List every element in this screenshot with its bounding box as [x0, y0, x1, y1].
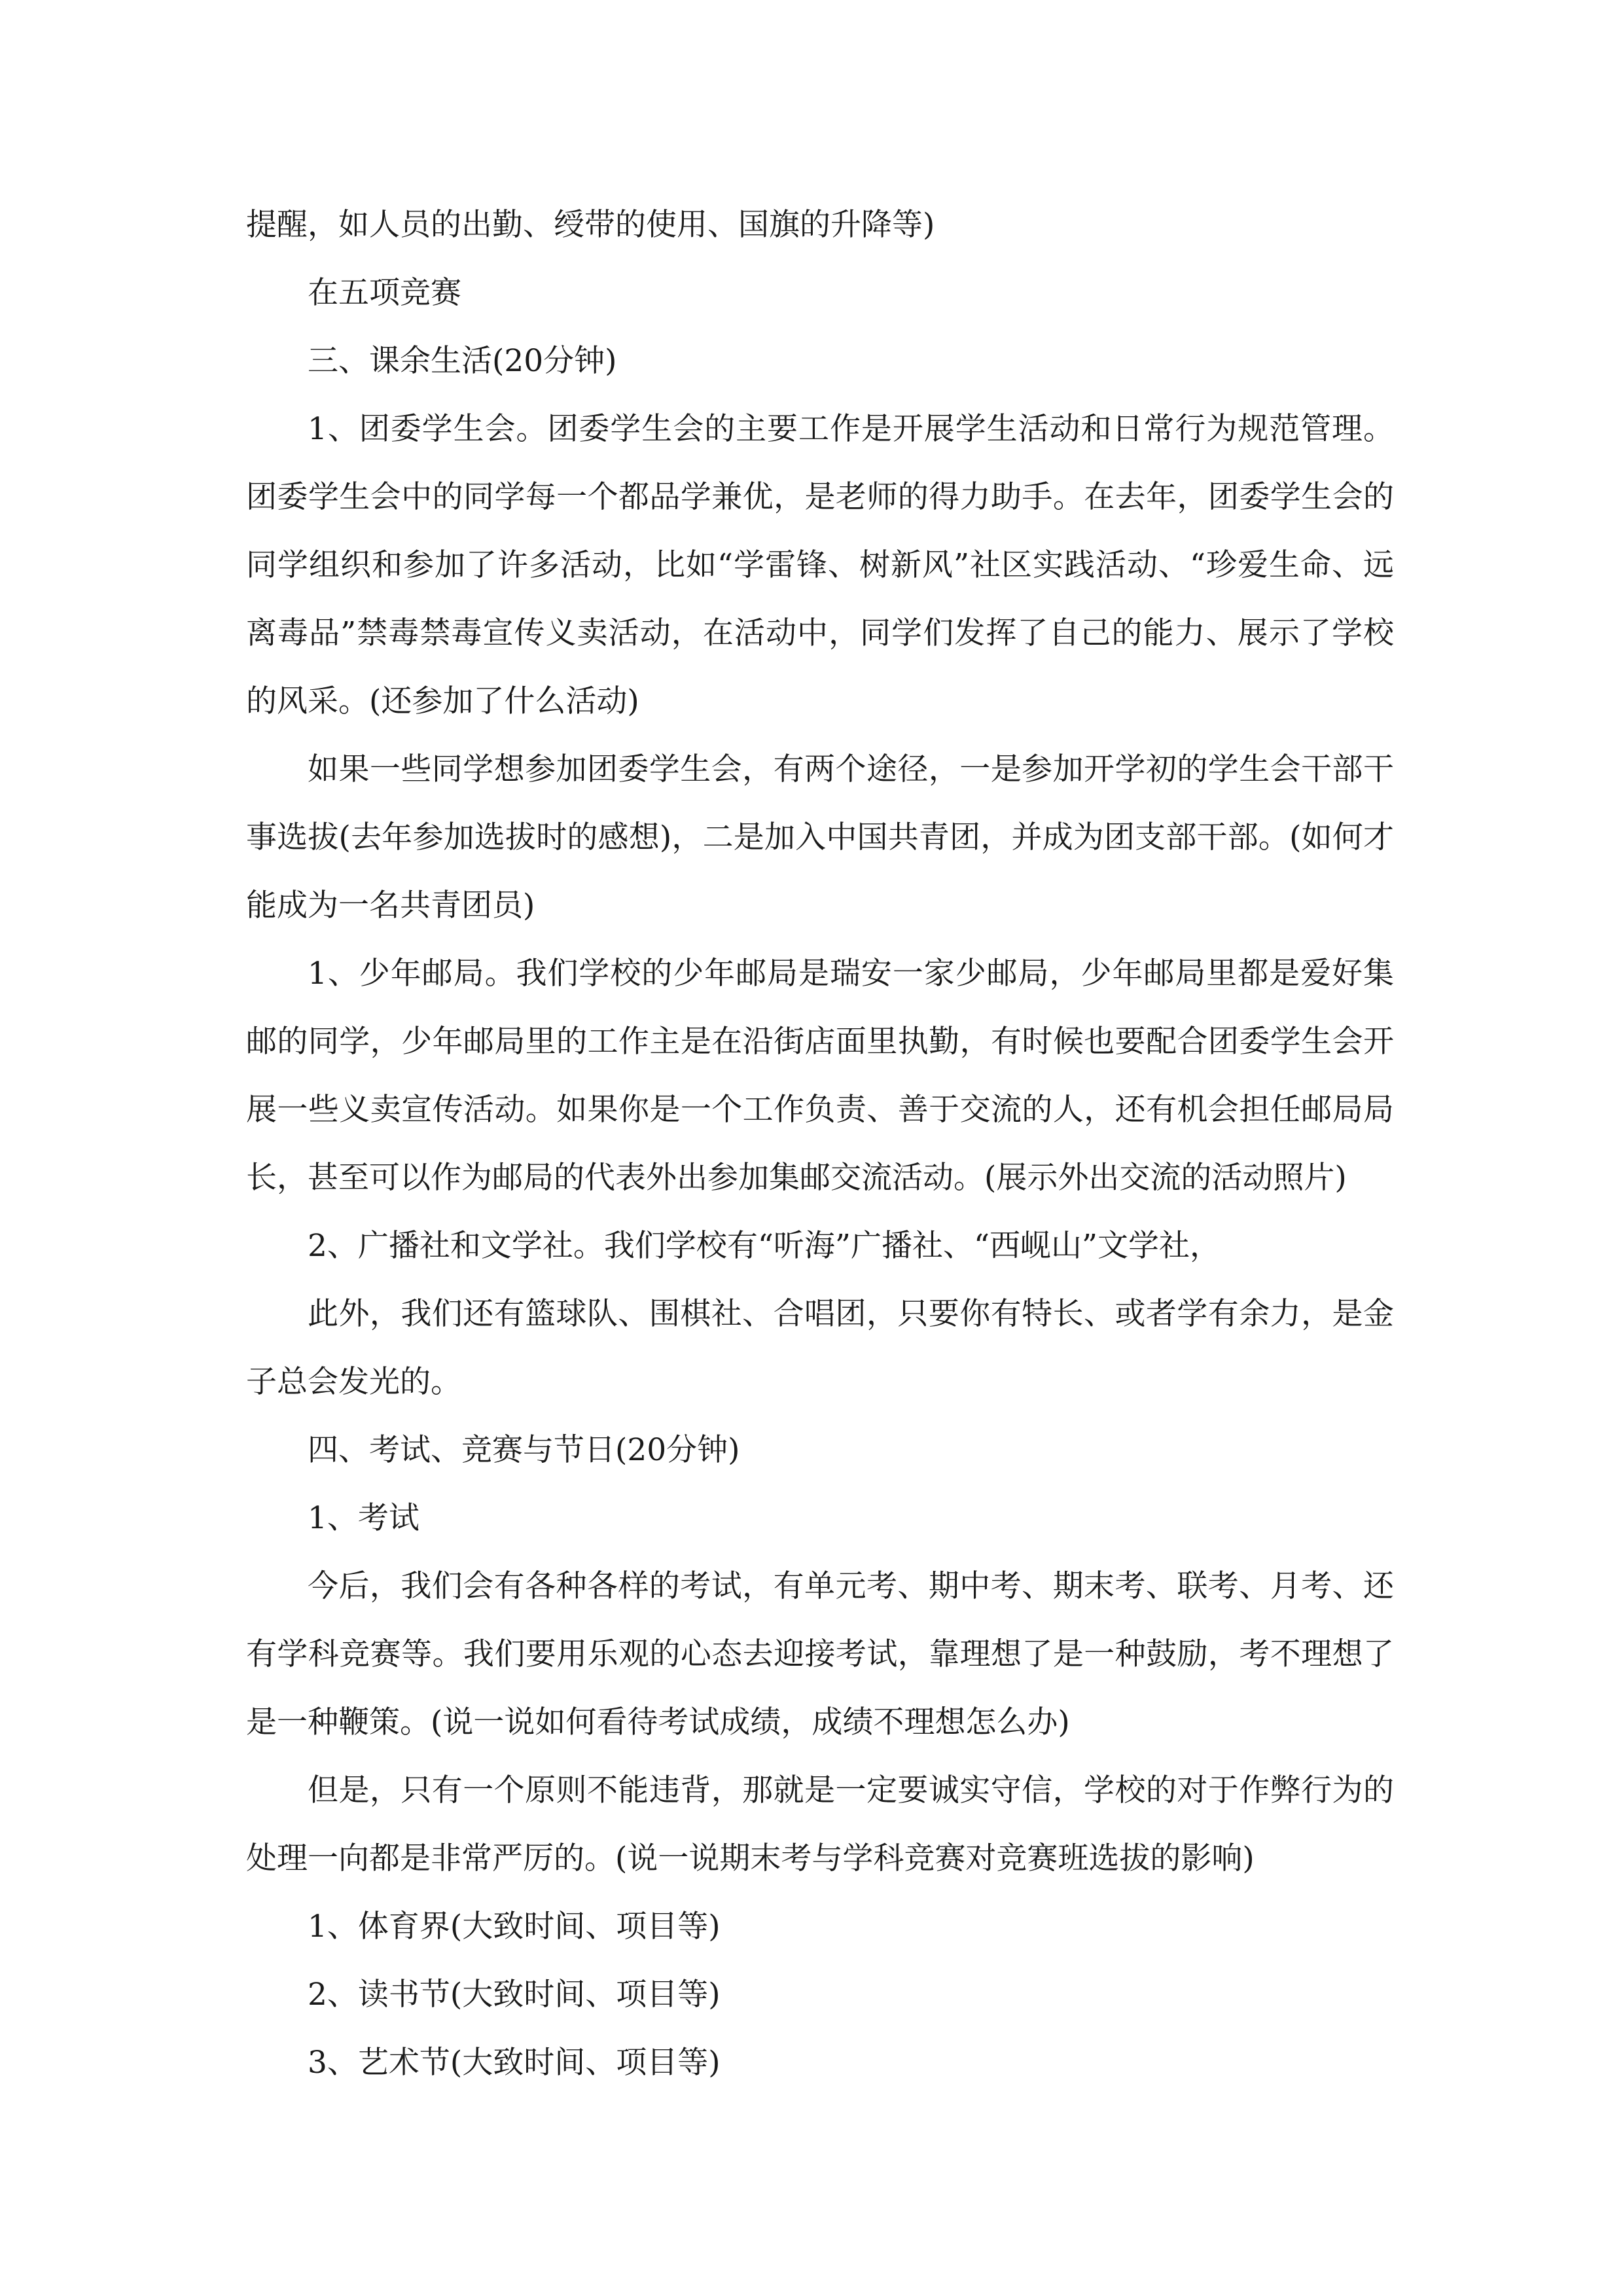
paragraph-five-competitions: 在五项竞赛 — [308, 275, 461, 311]
subheading-exams: 1、考试 — [308, 1500, 419, 1536]
paragraph-exam-types: 今后，我们会有各种各样的考试，有单元考、期中考、期末考、联考、月考、还有学科竞赛等。我们要用乐观的心态去迎接考试，靠理想了是一种鼓励，考不理想了是一种鞭策。(说一说如何看待考试成绩，成绩不理想怎么办) — [246, 1568, 1394, 1740]
paragraph-honesty-principle: 但是，只有一个原则不能违背，那就是一定要诚实守信，学校的对于作弊行为的处理一向都是非常严厉的。(说一说期末考与学科竞赛对竞赛班选拔的影响) — [246, 1772, 1394, 1876]
paragraph-youth-post-office: 1、少年邮局。我们学校的少年邮局是瑞安一家少邮局，少年邮局里都是爱好集邮的同学，少年邮局里的工作主是在沿街店面里执勤，有时候也要配合团委学生会开展一些义卖宣传活动。如果你是一个工作负责、善于交流的人，还有机会担任邮局局长，甚至可以作为邮局的代表外出参加集邮交流活动。(展示外出交流的活动照片) — [246, 956, 1394, 1196]
paragraph-broadcast-literature: 2、广播社和文学社。我们学校有“听海”广播社、“西岘山”文学社， — [308, 1228, 1221, 1264]
section-heading-extracurricular: 三、课余生活(20分钟) — [308, 343, 617, 379]
paragraph-student-union: 1、团委学生会。团委学生会的主要工作是开展学生活动和日常行为规范管理。团委学生会中的同学每一个都品学兼优，是老师的得力助手。在去年，团委学生会的同学组织和参加了许多活动，比如“学雷锋、树新风”社区实践活动、“珍爱生命、远离毒品”禁毒禁毒宣传义卖活动，在活动中，同学们发挥了自己的能力、展示了学校的风采。(还参加了什么活动) — [246, 411, 1394, 719]
list-item-art-festival: 3、艺术节(大致时间、项目等) — [308, 2045, 721, 2081]
paragraph-join-student-union: 如果一些同学想参加团委学生会，有两个途径，一是参加开学初的学生会干部干事选拔(去年参加选拔时的感想)，二是加入中国共青团，并成为团支部干部。(如何才能成为一名共青团员) — [246, 751, 1394, 924]
list-item-sports: 1、体育界(大致时间、项目等) — [308, 1909, 721, 1945]
list-item-reading-festival: 2、读书节(大致时间、项目等) — [308, 1977, 721, 2013]
paragraph-other-clubs: 此外，我们还有篮球队、围棋社、合唱团，只要你有特长、或者学有余力，是金子总会发光的。 — [246, 1296, 1394, 1400]
document-body — [246, 191, 1394, 2097]
paragraph-reminder-continued: 提醒，如人员的出勤、绶带的使用、国旗的升降等) — [246, 207, 935, 243]
section-heading-exams-festivals: 四、考试、竞赛与节日(20分钟) — [308, 1432, 740, 1468]
